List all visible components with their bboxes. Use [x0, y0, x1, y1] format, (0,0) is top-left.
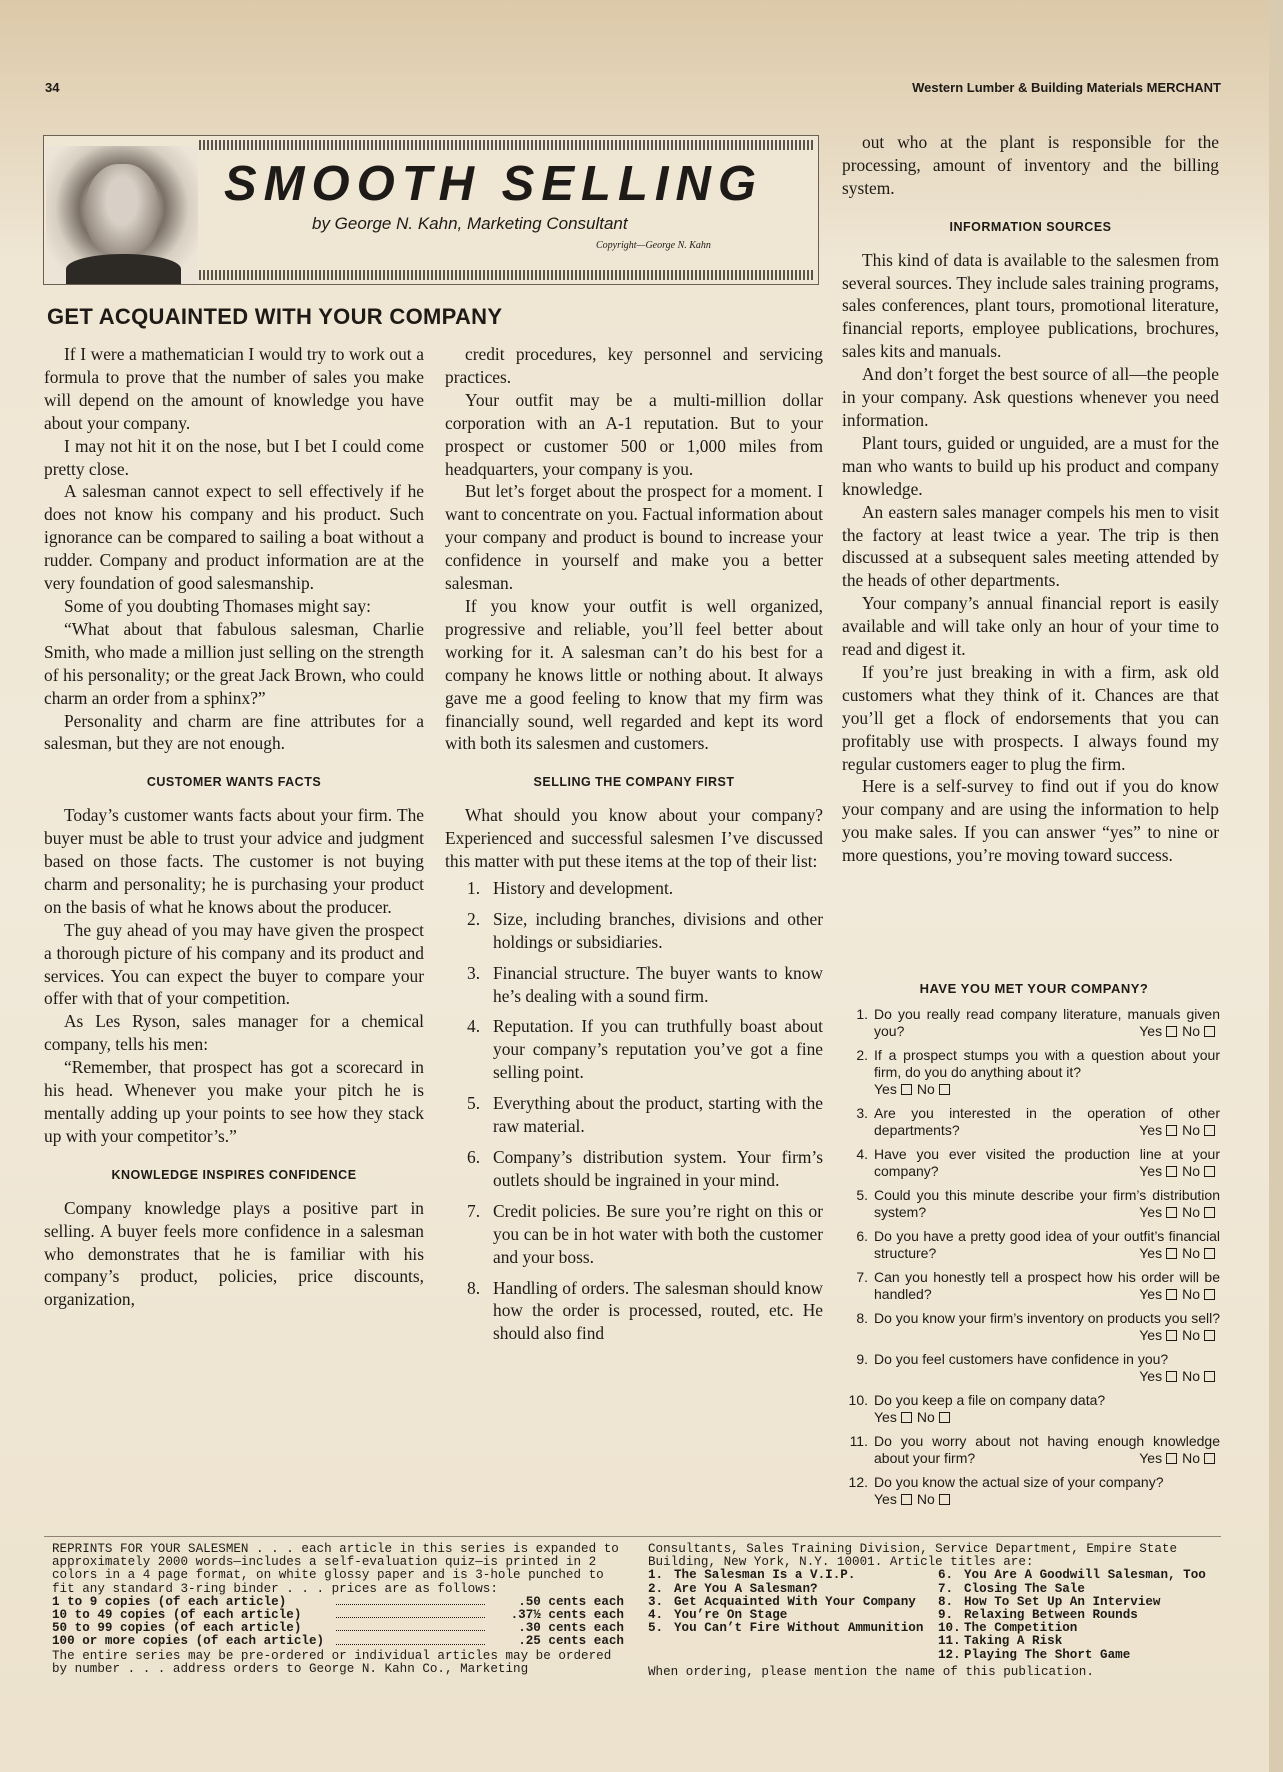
paragraph: Some of you doubting Thomases might say:	[64, 595, 371, 616]
yes-checkbox[interactable]	[1166, 1248, 1177, 1259]
yes-label: Yes	[1139, 1327, 1163, 1343]
yes-no-options	[1139, 1245, 1220, 1262]
column-title: SMOOTH SELLING	[224, 157, 763, 211]
quiz-question	[848, 1146, 1220, 1180]
yes-label: Yes	[1139, 1450, 1163, 1466]
quiz-question	[848, 1006, 1220, 1040]
question-label: Do you keep a file on company data?	[874, 1392, 1106, 1408]
quiz-question	[848, 1269, 1220, 1303]
quiz-question	[848, 1392, 1220, 1426]
question-text	[874, 1006, 1220, 1040]
question-text	[874, 1433, 1220, 1467]
paragraph: As Les Ryson, sales manager for a chemical company, tells his men:	[44, 1011, 424, 1055]
quiz-question	[848, 1187, 1220, 1221]
order-note: The entire series may be pre-ordered or individual articles may be ordered by number . . . address orders to George N. Kahn Co., Marketing	[52, 1648, 612, 1676]
yes-checkbox[interactable]	[1166, 1166, 1177, 1177]
article-title-number: 4.	[648, 1608, 664, 1623]
article-title-text: You Can’t Fire Without Ammunition	[674, 1621, 924, 1636]
yes-label: Yes	[1139, 1368, 1163, 1384]
question-text	[874, 1392, 1220, 1426]
question-text	[874, 1105, 1220, 1139]
question-text	[874, 1187, 1220, 1221]
paragraph: A salesman cannot expect to sell effectively if he does not know his company and his product. Such ignorance can be compared to sailing a boat without a rudder. Company and product information are at the very foundation of good salesmanship.	[44, 481, 424, 594]
question-label: Do you have a pretty good idea of your outfit’s financial structure?	[874, 1228, 1220, 1261]
no-label: No	[916, 1081, 935, 1097]
yes-checkbox[interactable]	[1166, 1125, 1177, 1136]
page-number: 34	[45, 80, 60, 95]
price-quantity: 1 to 9 copies (of each article)	[52, 1594, 287, 1609]
paragraph: Plant tours, guided or unguided, are a must for the man who wants to build up his product and company knowledge.	[842, 432, 1219, 499]
list-item-number: 7.	[467, 1200, 481, 1221]
paragraph: Personality and charm are fine attributes for a salesman, but they are not enough.	[44, 710, 424, 754]
list-item	[445, 1200, 823, 1269]
article-title-number: 9.	[938, 1608, 954, 1623]
author-portrait	[46, 146, 198, 284]
list-item	[445, 1146, 823, 1192]
article-title-text: Relaxing Between Rounds	[964, 1608, 1138, 1623]
question-label: Do you know your firm’s inventory on products you sell?	[874, 1310, 1221, 1326]
no-label: No	[1182, 1450, 1200, 1466]
yes-no-options	[874, 1409, 1220, 1426]
no-checkbox[interactable]	[1204, 1330, 1215, 1341]
list-item-number: 8.	[467, 1277, 481, 1298]
no-label: No	[1182, 1327, 1200, 1343]
publication-name: Western Lumber & Building Materials MERCHANT	[912, 80, 1221, 95]
question-text	[874, 1146, 1220, 1180]
paragraph: What should you know about your company? Experienced and successful salesmen I’ve discussed this matter with put these items at the top of their list:	[445, 805, 823, 872]
no-checkbox[interactable]	[1204, 1207, 1215, 1218]
yes-no-options	[1139, 1204, 1220, 1221]
question-number: 8.	[856, 1310, 868, 1326]
yes-no-options	[1139, 1286, 1220, 1303]
question-label: Do you really read company literature, manuals given you?	[874, 1006, 1220, 1039]
yes-checkbox[interactable]	[901, 1494, 912, 1505]
leader-dots	[336, 1596, 485, 1605]
question-label: Do you worry about not having enough knowledge about your firm?	[874, 1433, 1220, 1466]
article-title-number: 5.	[648, 1621, 664, 1636]
article-title-text: Playing The Short Game	[964, 1647, 1131, 1662]
article-title-text: You Are A Goodwill Salesman, Too	[964, 1568, 1206, 1583]
question-text	[874, 1047, 1220, 1098]
column-title-box	[43, 135, 819, 285]
no-label: No	[1182, 1122, 1200, 1138]
no-checkbox[interactable]	[1204, 1248, 1215, 1259]
yes-checkbox[interactable]	[1166, 1289, 1177, 1300]
no-label: No	[1182, 1204, 1200, 1220]
price-row	[52, 1635, 624, 1648]
paragraph: Your company’s annual financial report is easily available and will take only an hour of your time to read and digest it.	[842, 593, 1219, 660]
no-label: No	[916, 1491, 935, 1507]
article-title-item	[648, 1622, 938, 1635]
price-quantity: 100 or more copies (of each article)	[52, 1634, 325, 1649]
question-label: Do you know the actual size of your company?	[874, 1474, 1164, 1490]
article-title-number: 3.	[648, 1594, 664, 1609]
subhead-knowledge-inspires-confidence: KNOWLEDGE INSPIRES CONFIDENCE	[111, 1167, 357, 1182]
paragraph: out who at the plant is responsible for the processing, amount of inventory and the billing system.	[842, 132, 1219, 198]
article-title-item	[648, 1569, 938, 1582]
list-item	[445, 1277, 823, 1346]
no-label: No	[1182, 1368, 1200, 1384]
article-column-3	[842, 131, 1219, 867]
article-title-text: The Competition	[964, 1621, 1078, 1636]
question-label: Do you feel customers have confidence in you?	[874, 1351, 1169, 1367]
price-value: .50 cents each	[518, 1594, 624, 1609]
leader-dots	[336, 1622, 485, 1631]
yes-no-options	[1139, 1368, 1220, 1385]
paragraph: Your outfit may be a multi-million dollar corporation with an A-1 reputation. But to your prospect or customer 500 or 1,000 miles from headquarters, your company is you.	[445, 389, 823, 479]
question-text	[874, 1310, 1220, 1344]
question-number: 2.	[856, 1047, 868, 1063]
paragraph: “What about that fabulous salesman, Charlie Smith, who made a million just selling on the strength of his personality; or the great Jack Brown, who could charm an order from a sphinx?”	[44, 618, 424, 708]
reprints-intro: REPRINTS FOR YOUR SALESMEN . . . each article in this series is expanded to approximately 2000 words—includes a self-evaluation quiz—is printed in 2 colors in a 4 page format, on white glossy paper and is 3-hole punched to fit any standard 3-ring binder . . . prices are as follows:	[52, 1542, 619, 1596]
yes-label: Yes	[874, 1491, 897, 1507]
title-stripe-top	[199, 140, 814, 150]
yes-label: Yes	[1139, 1023, 1163, 1039]
subhead-information-sources: INFORMATION SOURCES	[949, 219, 1112, 234]
article-titles-list	[648, 1569, 1223, 1661]
list-item-text: Credit policies. Be sure you’re right on this or you can be in hot water with both the customer and your boss.	[493, 1200, 823, 1267]
price-quantity: 50 to 99 copies (of each article)	[52, 1621, 302, 1636]
no-checkbox[interactable]	[1204, 1371, 1215, 1382]
list-item-number: 4.	[467, 1016, 481, 1037]
ordering-note: When ordering, please mention the name of this publication.	[648, 1664, 1094, 1679]
list-item-text: Everything about the product, starting with the raw material.	[493, 1093, 823, 1137]
no-label: No	[1182, 1286, 1200, 1302]
quiz-question	[848, 1047, 1220, 1098]
article-title-number: 7.	[938, 1581, 954, 1596]
paragraph: The guy ahead of you may have given the prospect a thorough picture of his company and its product and services. You can expect the buyer to compare your offer with that of your competition.	[44, 919, 424, 1009]
no-label: No	[1182, 1023, 1200, 1039]
list-item-number: 2.	[467, 908, 481, 929]
running-header	[45, 80, 1221, 102]
question-text	[874, 1269, 1220, 1303]
no-checkbox[interactable]	[1204, 1026, 1215, 1037]
paragraph: credit procedures, key personnel and servicing practices.	[445, 344, 823, 387]
list-item-text: History and development.	[493, 877, 674, 898]
list-item-number: 1.	[467, 877, 481, 898]
paragraph: If I were a mathematician I would try to work out a formula to prove that the number of sales you make will depend on the amount of knowledge you have about your company.	[44, 344, 424, 433]
yes-checkbox[interactable]	[1166, 1453, 1177, 1464]
article-column-1	[44, 343, 424, 1311]
quiz-question	[848, 1310, 1220, 1344]
no-checkbox[interactable]	[1204, 1289, 1215, 1300]
yes-checkbox[interactable]	[901, 1412, 912, 1423]
article-title-number: 8.	[938, 1594, 954, 1609]
no-checkbox[interactable]	[1204, 1166, 1215, 1177]
yes-no-options	[874, 1081, 1220, 1098]
yes-label: Yes	[1139, 1245, 1163, 1261]
list-item-number: 3.	[467, 962, 481, 983]
paragraph: Company knowledge plays a positive part in selling. A buyer feels more confidence in a salesman who demonstrates that he is familiar with his company’s product, policies, price discounts, organization,	[44, 1197, 424, 1310]
no-label: No	[1182, 1245, 1200, 1261]
yes-no-options	[1139, 1023, 1220, 1040]
yes-checkbox[interactable]	[1166, 1371, 1177, 1382]
list-item-text: Company’s distribution system. Your firm’s outlets should be ingrained in your mind.	[493, 1147, 823, 1190]
question-number: 5.	[856, 1187, 868, 1203]
yes-label: Yes	[874, 1409, 897, 1425]
page-edge	[1269, 0, 1283, 1772]
question-number: 9.	[856, 1351, 868, 1367]
quiz-question	[848, 1228, 1220, 1262]
titles-intro: Consultants, Sales Training Division, Service Department, Empire State Building, New York, N.Y. 10001. Article titles are:	[648, 1542, 1178, 1570]
article-title-number: 6.	[938, 1568, 954, 1583]
paragraph: An eastern sales manager compels his men to visit the factory at least twice a year. The trip is then discussed at a subsequent sales meeting attended by the heads of other departments.	[842, 501, 1219, 591]
reprints-notice	[52, 1543, 624, 1676]
question-number: 11.	[849, 1433, 868, 1449]
yes-checkbox[interactable]	[1166, 1026, 1177, 1037]
leader-dots	[336, 1609, 485, 1618]
paragraph: If you’re just breaking in with a firm, ask old customers what they think of it. Chances are that you’ll get a flock of endorsements that you can profitably use with prospects. I always found my regular customers eager to plug the firm.	[842, 661, 1219, 774]
no-checkbox[interactable]	[1204, 1453, 1215, 1464]
no-label: No	[1182, 1163, 1200, 1179]
question-number: 3.	[856, 1105, 868, 1121]
article-title-item	[938, 1649, 1223, 1662]
article-title-text: Taking A Risk	[964, 1634, 1063, 1649]
paragraph: And don’t forget the best source of all—the people in your company. Ask questions whenever you need information.	[842, 364, 1219, 430]
list-item-text: Reputation. If you can truthfully boast about your company’s reputation you’ve got a fine selling point.	[493, 1016, 823, 1083]
article-title-number: 10.	[938, 1621, 961, 1636]
article-title-item	[648, 1583, 938, 1596]
list-item-text: Handling of orders. The salesman should know how the order is processed, routed, etc. He should also find	[493, 1277, 823, 1344]
quiz-question	[848, 1105, 1220, 1139]
question-number: 7.	[856, 1269, 868, 1285]
yes-label: Yes	[1139, 1204, 1163, 1220]
paragraph: This kind of data is available to the salesmen from several sources. They include sales training programs, sales conferences, plant tours, promotional literature, financial reports, employee publications, brochures, sales kits and manuals.	[842, 249, 1219, 362]
subhead-customer-wants-facts: CUSTOMER WANTS FACTS	[146, 775, 322, 790]
list-item	[445, 877, 823, 900]
question-label: Have you ever visited the production line at your company?	[874, 1146, 1220, 1179]
article-title-text: How To Set Up An Interview	[964, 1594, 1161, 1609]
list-item-number: 6.	[467, 1147, 481, 1167]
company-facts-list	[445, 877, 823, 1345]
price-quantity: 10 to 49 copies (of each article)	[52, 1608, 302, 1623]
article-title-number: 11.	[938, 1634, 961, 1649]
article-heading: GET ACQUAINTED WITH YOUR COMPANY	[47, 304, 503, 329]
yes-checkbox[interactable]	[901, 1084, 912, 1095]
article-title-number: 2.	[648, 1581, 664, 1596]
price-value: .25 cents each	[518, 1634, 624, 1649]
question-label: Could you this minute describe your firm’s distribution system?	[874, 1187, 1220, 1220]
yes-no-options	[1139, 1327, 1220, 1344]
question-text	[874, 1351, 1220, 1385]
price-value: .30 cents each	[518, 1621, 624, 1636]
no-checkbox[interactable]	[939, 1412, 950, 1423]
paragraph: Here is a self-survey to find out if you do know your company and are using the information to help you make sales. If you can answer “yes” to nine or more questions, you’re moving toward success.	[842, 776, 1219, 866]
list-item	[445, 1015, 823, 1084]
article-title-item	[938, 1583, 1223, 1596]
paragraph: Today’s customer wants facts about your firm. The buyer must be able to trust your advice and judgment based on those facts. The customer is not buying charm and personality; he is purchasing your product on the basis of what he knows about the producer.	[44, 805, 424, 917]
article-title-text: You’re On Stage	[674, 1608, 788, 1623]
byline: by George N. Kahn, Marketing Consultant	[312, 214, 628, 233]
question-number: 6.	[856, 1228, 868, 1244]
article-title-item	[938, 1569, 1223, 1582]
question-number: 1.	[856, 1006, 868, 1022]
yes-no-options	[1139, 1450, 1220, 1467]
question-label: If a prospect stumps you with a question about your firm, do you do anything about it?	[874, 1047, 1220, 1080]
article-title-number: 12.	[938, 1647, 961, 1662]
question-number: 4.	[856, 1146, 868, 1162]
question-text	[874, 1228, 1220, 1262]
footer-divider	[44, 1536, 1221, 1537]
quiz-question	[848, 1474, 1220, 1508]
no-label: No	[916, 1409, 935, 1425]
article-titles-notice	[648, 1543, 1223, 1679]
article-title-item	[938, 1635, 1223, 1648]
yes-label: Yes	[1139, 1163, 1163, 1179]
article-title-text: Get Acquainted With Your Company	[674, 1594, 916, 1609]
article-title-text: Closing The Sale	[964, 1581, 1085, 1596]
copyright-line: Copyright—George N. Kahn	[596, 240, 711, 251]
list-item	[445, 962, 823, 1008]
yes-no-options	[874, 1491, 1220, 1508]
yes-checkbox[interactable]	[1166, 1207, 1177, 1218]
article-column-2	[445, 343, 823, 1353]
quiz-question	[848, 1433, 1220, 1467]
no-checkbox[interactable]	[1204, 1125, 1215, 1136]
yes-label: Yes	[874, 1081, 897, 1097]
paragraph: “Remember, that prospect has got a scorecard in his head. Whenever you make your pitch he is mentally adding up your points to see how they stack up with your competitor’s.”	[44, 1057, 424, 1146]
price-value: .37½ cents each	[510, 1608, 624, 1623]
list-item	[445, 1092, 823, 1138]
paragraph: I may not hit it on the nose, but I bet I could come pretty close.	[44, 435, 424, 479]
list-item	[445, 908, 823, 954]
quiz-title: HAVE YOU MET YOUR COMPANY?	[919, 981, 1149, 996]
question-label: Can you honestly tell a prospect how his order will be handled?	[874, 1269, 1220, 1302]
subhead-selling-the-company-first: SELLING THE COMPANY FIRST	[533, 775, 735, 790]
list-item-text: Financial structure. The buyer wants to know he’s dealing with a sound firm.	[493, 962, 823, 1006]
yes-no-options	[1139, 1163, 1220, 1180]
quiz-question	[848, 1351, 1220, 1385]
question-number: 12.	[848, 1474, 868, 1490]
question-number: 10.	[848, 1392, 868, 1408]
no-checkbox[interactable]	[939, 1494, 950, 1505]
list-item-text: Size, including branches, divisions and other holdings or subsidiaries.	[493, 908, 823, 952]
paragraph: But let’s forget about the prospect for a moment. I want to concentrate on you. Factual information about your company and product is bound to increase your confidence in yourself and make you a better salesman.	[445, 481, 823, 594]
article-title-text: Are You A Salesman?	[674, 1581, 818, 1596]
article-title-number: 1.	[648, 1568, 664, 1583]
leader-dots	[336, 1635, 485, 1644]
self-survey-quiz	[848, 980, 1220, 1515]
question-text	[874, 1474, 1220, 1508]
yes-checkbox[interactable]	[1166, 1330, 1177, 1341]
yes-no-options	[1139, 1122, 1220, 1139]
yes-label: Yes	[1139, 1122, 1163, 1138]
list-item-number: 5.	[467, 1093, 481, 1114]
paragraph: If you know your outfit is well organized, progressive and reliable, you’ll feel better about working for it. A salesman can’t do his best for a company he knows little or nothing about. It always gave me a good feeling to know that my firm was financially sound, well regarded and kept its word with both its salesmen and customers.	[445, 595, 823, 754]
no-checkbox[interactable]	[939, 1084, 950, 1095]
yes-label: Yes	[1139, 1286, 1163, 1302]
question-label: Are you interested in the operation of other departments?	[874, 1105, 1220, 1138]
title-stripe-bottom	[199, 270, 814, 280]
article-title-text: The Salesman Is a V.I.P.	[674, 1568, 856, 1583]
